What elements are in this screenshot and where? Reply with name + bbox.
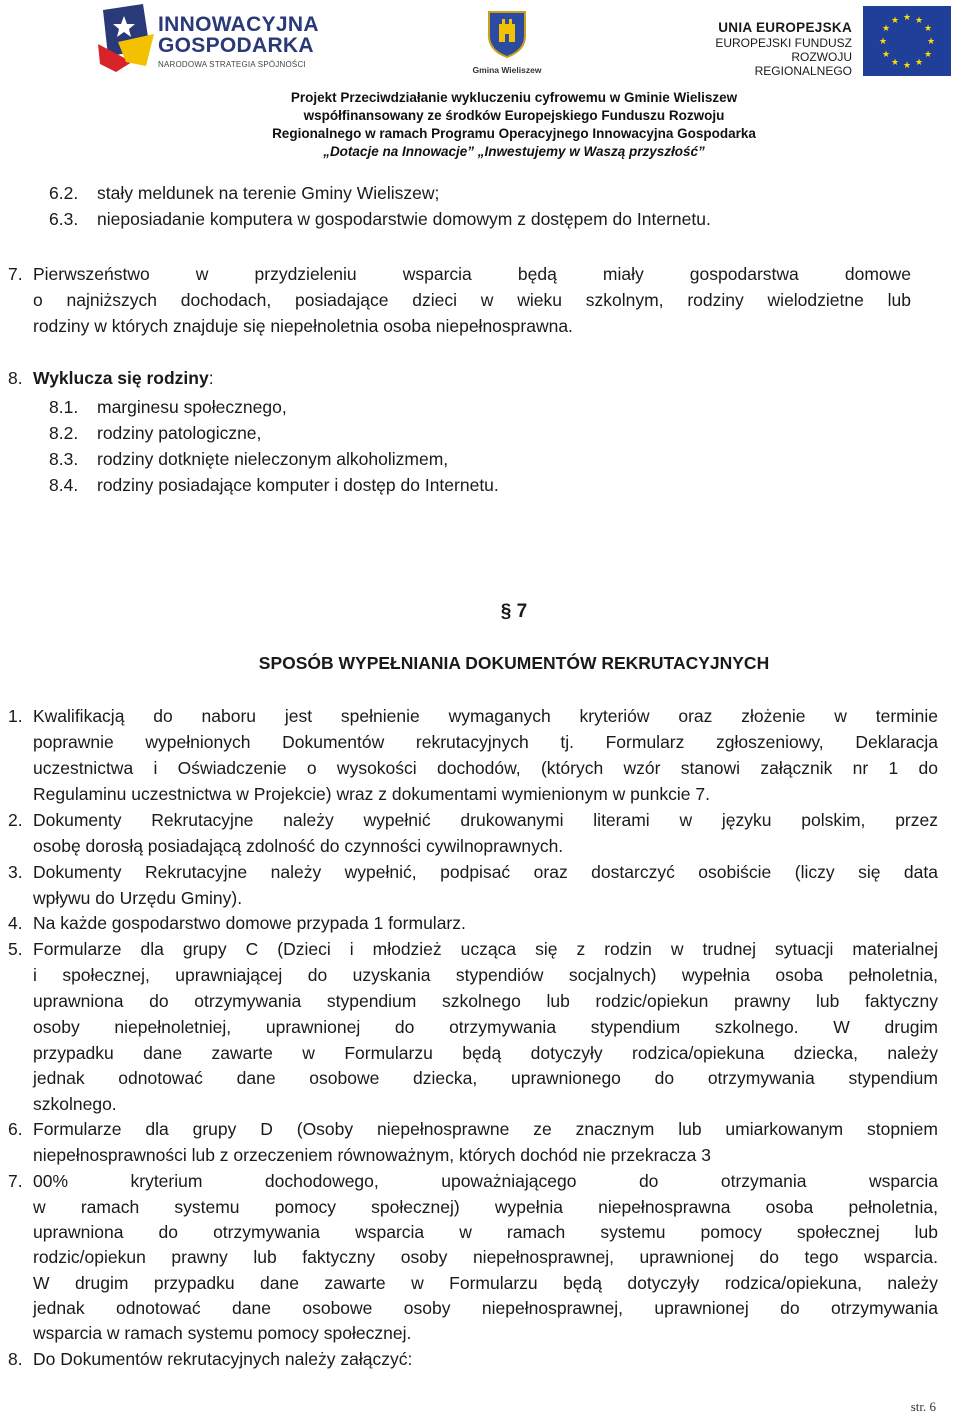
item-line: Formularze dla grupy C (Dzieci i młodzież ucząca się z rodzin w trudnej sytuacji materialnej — [33, 939, 938, 959]
item-8-number: 8. — [8, 368, 23, 388]
item-7-line: rodziny w których znajduje się niepełnoletnia osoba niepełnosprawna. — [33, 316, 573, 336]
item-number: 3. — [8, 862, 23, 882]
subitem-number: 8.3. — [49, 449, 79, 469]
item-line: uprawniona do otrzymywania wsparcia w ramach systemu pomocy społecznej lub — [33, 1222, 938, 1242]
page-number: str. 6 — [910, 1399, 936, 1414]
unia-europejska-logo — [700, 6, 950, 76]
item-line: Dokumenty Rekrutacyjne należy wypełnić drukowanymi literami w języku polskim, przez — [33, 810, 938, 830]
item-7-line: o najniższych dochodach, posiadające dzieci w wieku szkolnym, rodziny wielodzietne lub — [33, 290, 911, 310]
innowacyjna-gospodarka-emblem-icon — [98, 4, 158, 72]
item-line: Regulaminu uczestnictwa w Projekcie) wraz z dokumentami wymienionym w punkcie 7. — [33, 784, 710, 804]
svg-text:★: ★ — [923, 50, 933, 60]
project-line-3: Regionalnego w ramach Programu Operacyjnego Innowacyjna Gospodarka — [272, 126, 756, 141]
logo-ig-line2: GOSPODARKA — [158, 34, 314, 57]
svg-text:★: ★ — [914, 16, 924, 26]
item-number: 1. — [8, 706, 23, 726]
list-item-number: 6.2. — [49, 183, 79, 203]
item-number: 8. — [8, 1349, 23, 1369]
item-8-colon: : — [208, 368, 214, 388]
item-line: osobę dorosłą posiadającą zdolność do czynności cywilnoprawnych. — [33, 836, 564, 856]
item-line: rodzic/opiekun prawny lub faktyczny osoby niepełnosprawnej, uprawnionej do tego wsparcia. — [33, 1247, 938, 1267]
subitem-text: rodziny posiadające komputer i dostęp do Internetu. — [97, 475, 499, 495]
subitem-number: 8.4. — [49, 475, 79, 495]
svg-text:★: ★ — [902, 13, 912, 23]
item-number: 5. — [8, 939, 23, 959]
item-7-line: Pierwszeństwo w przydzieleniu wsparcia będą miały gospodarstwa domowe — [33, 264, 911, 284]
item-line: W drugim przypadku dane zawarte w Formularzu będą dotyczyły rodzica/opiekuna, należy — [33, 1273, 938, 1293]
item-line: przypadku dane zawarte w Formularzu będą dotyczyły rodzica/opiekuna dziecka, należy — [33, 1043, 938, 1063]
project-line-4: „Dotacje na Innowacje” „Inwestujemy w Waszą przyszłość” — [323, 144, 705, 159]
svg-text:★: ★ — [881, 24, 891, 34]
svg-text:★: ★ — [878, 37, 888, 47]
svg-text:★: ★ — [890, 58, 900, 68]
svg-text:★: ★ — [890, 16, 900, 26]
logo-ue-line3: ROZWOJU REGIONALNEGO — [754, 50, 852, 78]
item-line: i społecznej, uprawniającej do uzyskania stypendiów socjalnych) wypełnia osoba pełnoletnia, — [33, 965, 938, 985]
innowacyjna-gospodarka-logo — [98, 4, 319, 74]
subitem-number: 8.2. — [49, 423, 79, 443]
item-line: Formularze dla grupy D (Osoby niepełnosprawne ze znacznym lub umiarkowanym stopniem — [33, 1119, 938, 1139]
header-logos — [0, 0, 960, 85]
svg-text:★: ★ — [926, 37, 936, 47]
paragraph-symbol: § — [500, 601, 512, 622]
gmina-wieliszew-caption: Gmina Wieliszew — [472, 65, 542, 75]
item-line: wpływu do Urzędu Gminy). — [33, 888, 243, 908]
logo-ig-line3: NARODOWA STRATEGIA SPÓJNOŚCI — [158, 60, 306, 69]
project-info — [0, 89, 960, 161]
svg-text:★: ★ — [914, 58, 924, 68]
item-line: jednak odnotować dane osobowe dziecka, uprawnionego do otrzymywania stypendium — [33, 1068, 938, 1088]
item-number: 7. — [8, 1171, 23, 1191]
list-item-text: stały meldunek na terenie Gminy Wieliszew; — [97, 183, 440, 203]
section-number-value: 7 — [516, 601, 528, 622]
subitem-text: marginesu społecznego, — [97, 397, 287, 417]
gmina-wieliszew-coat-of-arms-icon — [487, 10, 527, 58]
section-number — [0, 600, 960, 624]
item-line: Do Dokumentów rekrutacyjnych należy załączyć: — [33, 1349, 413, 1369]
item-line: poprawnie wypełnionych Dokumentów rekrutacyjnych tj. Formularz zgłoszeniowy, Deklaracja — [33, 732, 938, 752]
item-line: Kwalifikacją do naboru jest spełnienie wymaganych kryteriów oraz złożenie w terminie — [33, 706, 938, 726]
subitem-text: rodziny dotknięte nieleczonym alkoholizmem, — [97, 449, 449, 469]
item-line: 00% kryterium dochodowego, upoważniającego do otrzymania wsparcia — [33, 1171, 938, 1191]
item-line: szkolnego. — [33, 1094, 117, 1114]
item-line: wsparcia w ramach systemu pomocy społecznej. — [33, 1323, 412, 1343]
item-line: uprawniona do otrzymywania stypendium szkolnego lub rodzic/opiekun prawny lub faktyczny — [33, 991, 938, 1011]
item-8-title: Wyklucza się rodziny — [33, 368, 209, 388]
project-line-1: Projekt Przeciwdziałanie wykluczeniu cyfrowemu w Gminie Wieliszew — [290, 90, 738, 105]
item-line: uczestnictwa i Oświadczenie o wysokości dochodów, (których wzór stanowi załącznik nr 1 do — [33, 758, 938, 778]
item-number: 2. — [8, 810, 23, 830]
item-number: 6. — [8, 1119, 23, 1139]
item-line: Na każde gospodarstwo domowe przypada 1 formularz. — [33, 913, 466, 933]
logo-ig-line1: INNOWACYJNA — [158, 13, 319, 36]
logo-ue-line2: EUROPEJSKI FUNDUSZ — [715, 36, 852, 50]
subitem-number: 8.1. — [49, 397, 79, 417]
subitem-text: rodziny patologiczne, — [97, 423, 262, 443]
svg-text:★: ★ — [881, 50, 891, 60]
project-line-2: współfinansowany ze środków Europejskiego Funduszu Rozwoju — [303, 108, 725, 123]
item-number: 4. — [8, 913, 23, 933]
item-line: niepełnosprawności lub z orzeczeniem równoważnym, których dochód nie przekracza 3 — [33, 1145, 711, 1165]
svg-text:★: ★ — [923, 24, 933, 34]
gmina-wieliszew-logo — [462, 10, 552, 76]
eu-flag-icon — [863, 6, 951, 76]
item-line: osoby niepełnoletniej, uprawnionej do otrzymywania stypendium szkolnego. W drugim — [33, 1017, 938, 1037]
item-line: w ramach systemu pomocy społecznej) wypełnia niepełnosprawna osoba pełnoletnia, — [33, 1197, 938, 1217]
logo-ue-line1: UNIA EUROPEJSKA — [718, 20, 852, 35]
section-title: SPOSÓB WYPEŁNIANIA DOKUMENTÓW REKRUTACYJNYCH — [258, 653, 770, 673]
svg-text:★: ★ — [902, 61, 912, 71]
list-item-number: 6.3. — [49, 209, 79, 229]
list-item-text: nieposiadanie komputera w gospodarstwie domowym z dostępem do Internetu. — [97, 209, 711, 229]
item-7-number: 7. — [8, 264, 23, 284]
item-8-heading — [33, 366, 214, 392]
item-line: jednak odnotować dane osobowe osoby niepełnosprawnej, uprawnionej do otrzymywania — [33, 1298, 938, 1318]
item-line: Dokumenty Rekrutacyjne należy wypełnić, podpisać oraz dostarczyć osobiście (liczy się data — [33, 862, 938, 882]
